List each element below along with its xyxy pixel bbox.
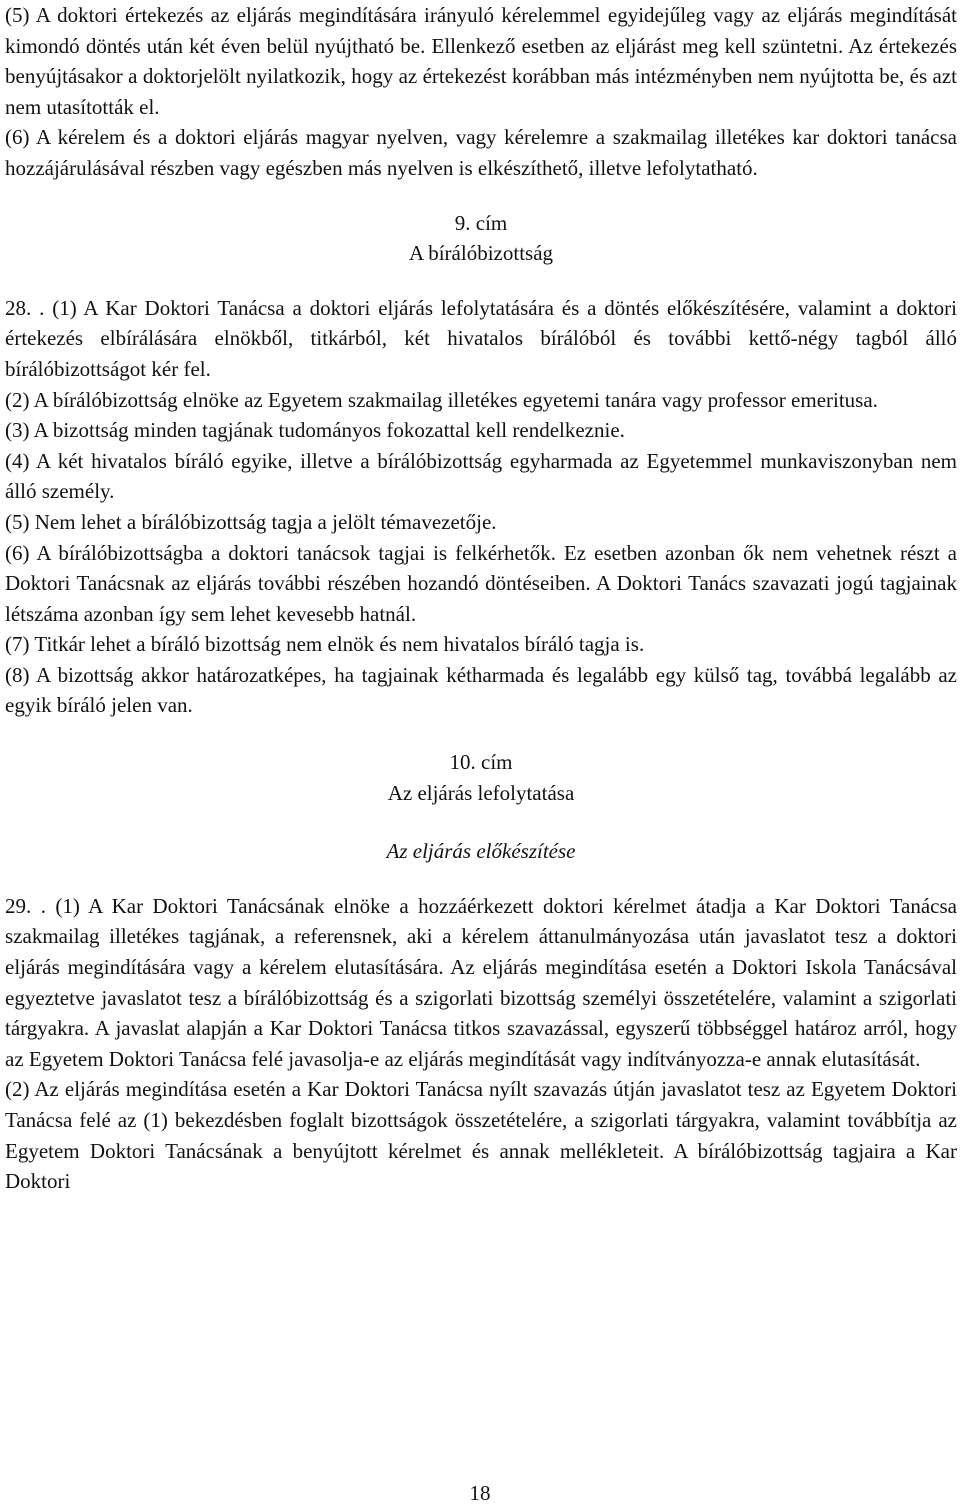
page-number: 18 [469,1481,491,1505]
section-28-paragraph-1: 28. . (1) A Kar Doktori Tanácsa a doktori eljárás lefolytatására és a döntés előkészítésére, valamint a doktori értekezés elbírálására elnökből, titkárból, két hivatalos bírálóból és további kettő-négy tagból álló bírálóbizottságot kér fel. [5,295,957,381]
section-10-title: Az eljárás lefolytatása [387,780,575,805]
spacer [5,808,957,836]
spacer [5,721,957,747]
section-28-paragraph-2: (2) A bírálóbizottság elnöke az Egyetem szakmailag illetékes egyetemi tanára vagy professor emeritusa. [5,387,878,412]
section-28-paragraph-6: (6) A bírálóbizottságba a doktori tanácsok tagjai is felkérhetők. Ez esetben azonban ők nem vehetnek részt a Doktori Tanácsnak az eljárás további részében hozandó döntéseiben. A Doktori Tanács szavazati jogú tagjainak létszáma azonban így sem lehet kevesebb hatnál. [5,540,957,626]
document-page [5,0,957,1197]
section-28-paragraph-7: (7) Titkár lehet a bíráló bizottság nem elnök és nem hivatalos bíráló tagja is. [5,632,645,657]
section-28-paragraph-5: (5) Nem lehet a bírálóbizottság tagja a jelölt témavezetője. [5,509,497,534]
section-29-paragraph-1: 29. . (1) A Kar Doktori Tanácsának elnöke a hozzáérkezett doktori kérelmet átadja a Kar Doktori Tanácsa szakmailag illetékes tagjának, a referensnek, aki a kérelem áttanulmányozása után javaslatot tesz a doktori eljárás megindítására vagy a kérelem elutasítására. Az eljárás megindítása esetén a Doktori Iskola Tanácsával egyeztetve javaslatot tesz a bírálóbizottság és a szigorlati bizottság személyi összetételére, valamint a szigorlati tárgyakra. A javaslat alapján a Kar Doktori Tanácsa titkos szavazással, egyszerű többséggel határoz arról, hogy az Egyetem Doktori Tanácsa felé javasolja-e az eljárás megindítását vagy indítványozza-e annak elutasítását. [5,893,957,1071]
section-10-number: 10. cím [449,750,513,775]
section-28-paragraph-3: (3) A bizottság minden tagjának tudományos fokozattal kell rendelkeznie. [5,418,625,443]
paragraph-5: (5) A doktori értekezés az eljárás megindítására irányuló kérelemmel egyidejűleg vagy az eljárás megindítását kimondó döntés után két éven belül nyújtható be. Ellenkező esetben az eljárást meg kell szüntetni. Az értekezés benyújtásakor a doktorjelölt nyilatkozik, hogy az értekezést korábban más intézményben nem nyújtotta be, és azt nem utasították el. [5,3,957,119]
spacer [5,184,957,208]
section-10-subtitle: Az eljárás előkészítése [386,839,576,864]
section-28-paragraph-4: (4) A két hivatalos bíráló egyike, illetve a bírálóbizottság egyharmada az Egyetemmel munkaviszonyban nem álló személy. [5,448,957,504]
paragraph-6: (6) A kérelem és a doktori eljárás magyar nyelven, vagy kérelemre a szakmailag illetékes kar doktori tanácsa hozzájárulásával részben vagy egészben más nyelven is elkészíthető, illetve lefolytatható. [5,125,957,180]
section-28-paragraph-8: (8) A bizottság akkor határozatképes, ha tagjainak kétharmada és legalább egy külső tag, továbbá legalább az egyik bíráló jelen van. [5,662,957,718]
spacer [5,867,957,891]
spacer [5,269,957,293]
section-9-title: A bírálóbizottság [408,241,554,266]
section-29-paragraph-2: (2) Az eljárás megindítása esetén a Kar Doktori Tanácsa nyílt szavazás útján javaslatot tesz az Egyetem Doktori Tanácsa felé az (1) bekezdésben foglalt bizottságok összetételére, a szigorlati tárgyakra, valamint továbbítja az Egyetem Doktori Tanácsának a benyújtott kérelmet és annak mellékleteit. A bírálóbizottság tagjaira a Kar Doktori [5,1077,957,1194]
section-9-number: 9. cím [454,210,508,235]
